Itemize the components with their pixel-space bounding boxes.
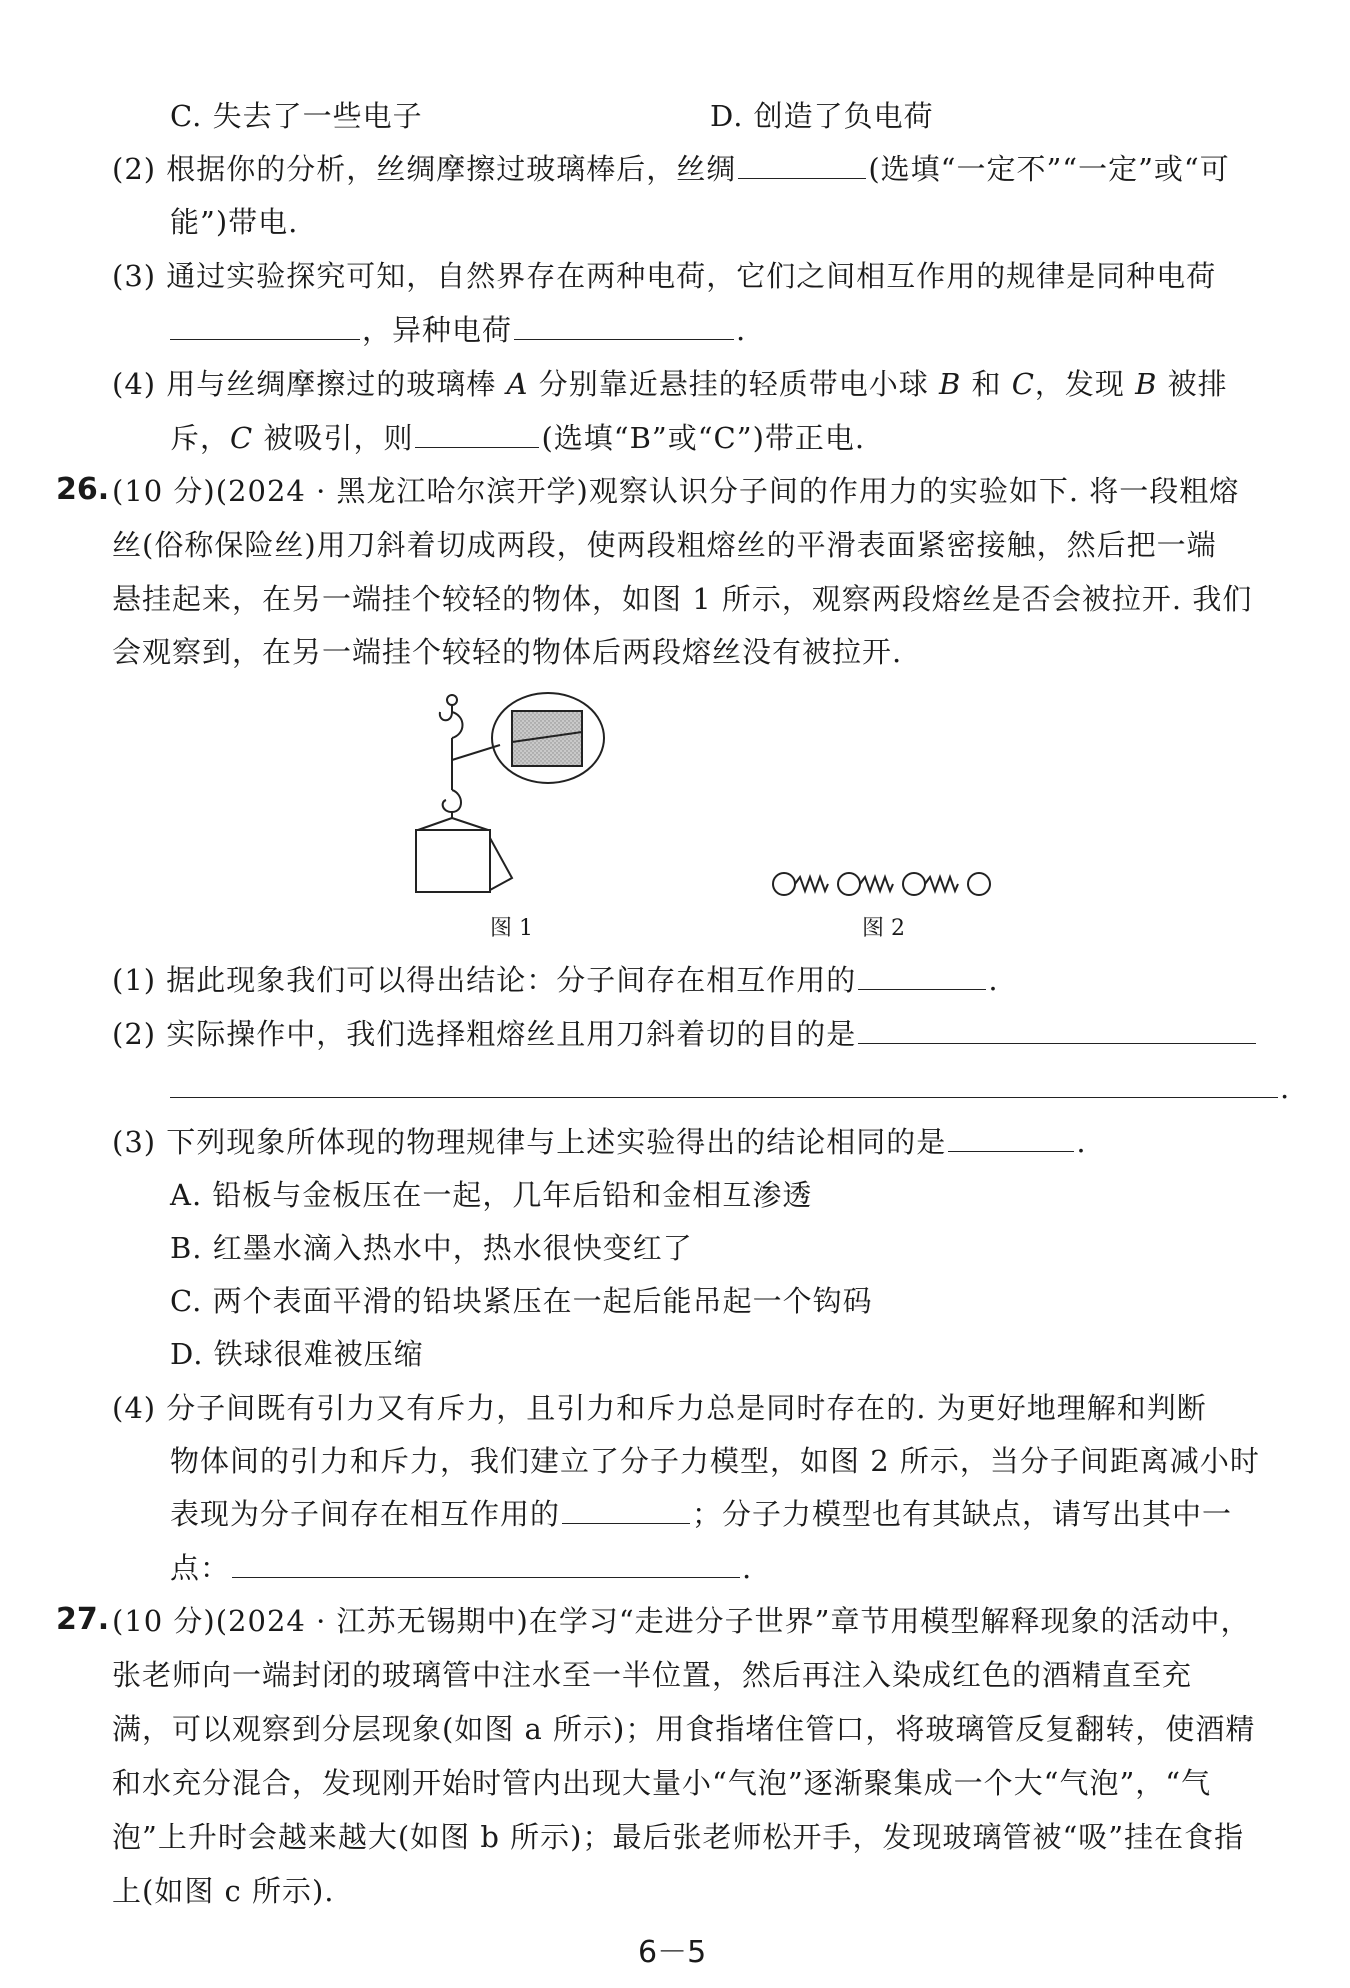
q25-part4-line2 <box>170 418 865 458</box>
page-number: 6－5 <box>638 1935 707 1970</box>
q26-option-c: C. 两个表面平滑的铅块紧压在一起后能吊起一个钩码 <box>170 1284 873 1318</box>
answer-blank[interactable] <box>948 1125 1074 1152</box>
q26-stem-line2: 丝(俗称保险丝)用刀斜着切成两段，使两段粗熔丝的平滑表面紧密接触，然后把一端 <box>112 528 1217 562</box>
q25-part4-text: ，发现 <box>1034 367 1125 401</box>
q25-part2-line1 <box>112 149 1230 189</box>
variable-c: C <box>230 421 254 455</box>
period: . <box>742 1551 753 1585</box>
q27-stem-line6: 上(如图 c 所示). <box>112 1874 335 1908</box>
q26-part4-text: 点： <box>170 1551 231 1585</box>
q25-part4-line1 <box>112 364 1228 404</box>
q26-part2-text: (2) 实际操作中，我们选择粗熔丝且用刀斜着切的目的是 <box>112 1017 857 1051</box>
q27-stem-line5: 泡”上升时会越来越大(如图 b 所示)；最后张老师松开手，发现玻璃管被“吸”挂在食指 <box>112 1820 1245 1854</box>
q25-part3-line1: (3) 通过实验探究可知，自然界存在两种电荷，它们之间相互作用的规律是同种电荷 <box>112 259 1217 293</box>
magnified-fuse-section <box>512 711 582 766</box>
q27-stem-line1: (10 分)(2024 · 江苏无锡期中)在学习“走进分子世界”章节用模型解释现象的活动中， <box>112 1604 1251 1638</box>
q27-stem-line4: 和水充分混合，发现刚开始时管内出现大量小“气泡”逐渐聚集成一个大“气泡”，“气 <box>112 1766 1212 1800</box>
q25-part4-text: 被排 <box>1167 367 1228 401</box>
q27-stem-line2: 张老师向一端封闭的玻璃管中注水至一半位置，然后再注入染成红色的酒精直至充 <box>112 1658 1193 1692</box>
answer-blank[interactable] <box>514 313 734 340</box>
q26-part4-line3 <box>170 1494 1232 1534</box>
q26-stem-line1: (10 分)(2024 · 黑龙江哈尔滨开学)观察认识分子间的作用力的实验如下. 将一段粗熔 <box>112 474 1240 508</box>
answer-blank[interactable] <box>738 152 866 179</box>
q25-part4-text: 分别靠近悬挂的轻质带电小球 <box>538 367 929 401</box>
q25-part4-text: 斥， <box>170 421 231 455</box>
q25-part4-text: 被吸引，则 <box>263 421 414 455</box>
variable-c: C <box>1011 367 1035 401</box>
q25-part2-line2: 能”)带电. <box>170 205 299 239</box>
answer-blank[interactable] <box>562 1497 690 1524</box>
q25-part3-text: ，异种电荷 <box>362 313 513 347</box>
q25-part4-text: 和 <box>971 367 1002 401</box>
q26-part1 <box>112 960 999 1000</box>
q25-part2-hint: (选填“一定不”“一定”或“可 <box>868 152 1230 186</box>
q26-part2-line2 <box>170 1068 1290 1108</box>
answer-blank[interactable] <box>170 1071 1278 1098</box>
variable-b: B <box>938 367 962 401</box>
answer-blank[interactable] <box>232 1551 740 1578</box>
variable-b: B <box>1135 367 1158 401</box>
figure-1-caption: 图 1 <box>490 916 533 941</box>
period: . <box>1280 1071 1291 1105</box>
q26-option-b: B. 红墨水滴入热水中，热水很快变红了 <box>170 1231 693 1265</box>
option-d: D. 创造了负电荷 <box>710 99 934 133</box>
q25-part4-text: (4) 用与丝绸摩擦过的玻璃棒 <box>112 367 497 401</box>
period: . <box>1076 1125 1087 1159</box>
question-number-26: 26. <box>56 472 110 507</box>
q26-option-a: A. 铅板与金板压在一起，几年后铅和金相互渗透 <box>170 1178 813 1212</box>
answer-blank[interactable] <box>170 313 360 340</box>
q25-part2-text: (2) 根据你的分析，丝绸摩擦过玻璃棒后，丝绸 <box>112 152 737 186</box>
q26-option-d: D. 铁球很难被压缩 <box>170 1337 424 1371</box>
q26-part4-line4 <box>170 1548 752 1588</box>
q26-part4-line1: (4) 分子间既有引力又有斥力，且引力和斥力总是同时存在的. 为更好地理解和判断 <box>112 1391 1207 1425</box>
q26-part3 <box>112 1122 1087 1162</box>
q26-stem-line4: 会观察到，在另一端挂个较轻的物体后两段熔丝没有被拉开. <box>112 635 903 669</box>
q27-stem-line3: 满，可以观察到分层现象(如图 a 所示)；用食指堵住管口，将玻璃管反复翻转，使酒精 <box>112 1712 1256 1746</box>
fuse-wire-drawing <box>416 693 604 892</box>
q25-part4-hint: (选填“B”或“C”)带正电. <box>541 421 866 455</box>
period: . <box>988 963 999 997</box>
answer-blank[interactable] <box>858 963 986 990</box>
q26-part4-line2: 物体间的引力和斥力，我们建立了分子力模型，如图 2 所示，当分子间距离减小时 <box>170 1444 1260 1478</box>
q26-stem-line3: 悬挂起来，在另一端挂个较轻的物体，如图 1 所示，观察两段熔丝是否会被拉开. 我们 <box>112 582 1253 616</box>
q25-part3-line2 <box>170 310 746 350</box>
period: . <box>736 313 747 347</box>
answer-blank[interactable] <box>858 1017 1256 1044</box>
q26-part4-text: ；分子力模型也有其缺点，请写出其中一 <box>692 1497 1233 1531</box>
variable-a: A <box>506 367 529 401</box>
q26-part1-text: (1) 据此现象我们可以得出结论：分子间存在相互作用的 <box>112 963 857 997</box>
answer-blank[interactable] <box>415 421 539 448</box>
option-c: C. 失去了一些电子 <box>170 99 423 133</box>
q26-part2-line1 <box>112 1014 1258 1054</box>
q26-part4-text: 表现为分子间存在相互作用的 <box>170 1497 561 1531</box>
question-number-27: 27. <box>56 1602 110 1637</box>
figure-2-caption: 图 2 <box>862 916 905 941</box>
q26-part3-text: (3) 下列现象所体现的物理规律与上述实验得出的结论相同的是 <box>112 1125 947 1159</box>
figure-2-molecular-spring-model <box>773 873 990 895</box>
